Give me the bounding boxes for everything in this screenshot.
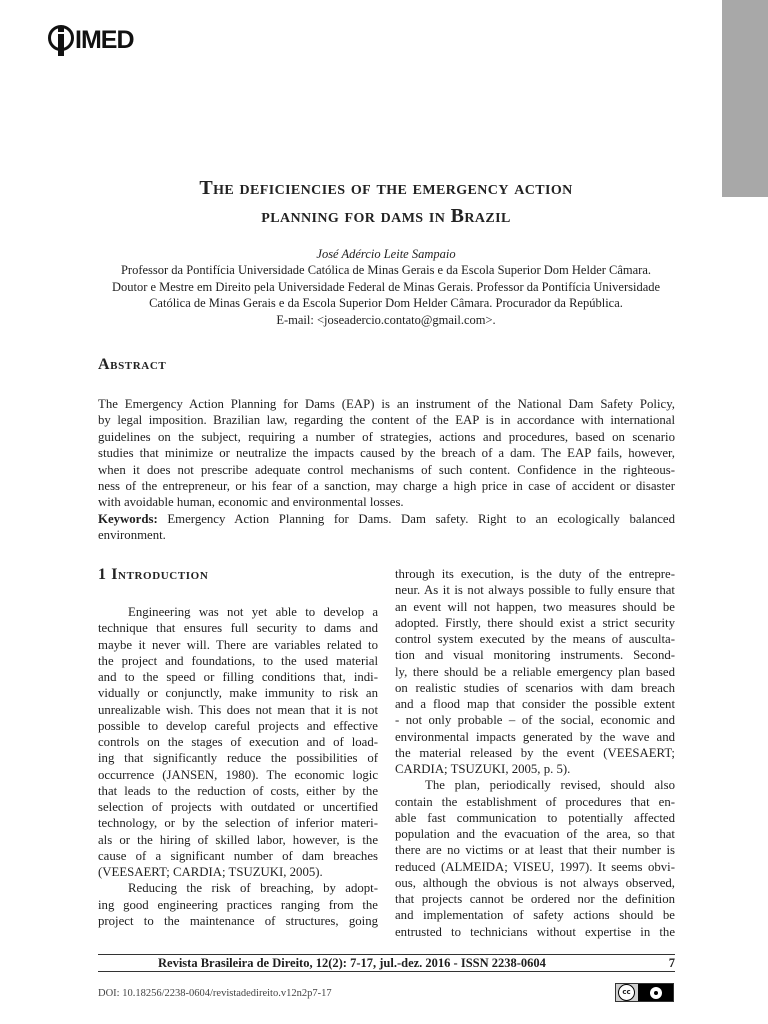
body-line: Engineering was not yet able to develop a (128, 605, 378, 619)
keywords-line-2: environment. (98, 528, 166, 543)
author-email: E-mail: <joseadercio.contato@gmail.com>. (276, 312, 496, 327)
abstract-line: ness of the entrepreneur, or his fear of a sanction, may charge a high price in case of accident or disaster (98, 479, 675, 494)
body-line: and implementation of safety actions should be (395, 908, 675, 923)
body-line: The plan, periodically revised, should also (425, 778, 675, 793)
body-line: tion and visual monitoring instruments. Second- (395, 648, 675, 663)
body-line: possible to develop careful projects and effective (98, 718, 378, 733)
body-line: technique that ensures full security to dams and (98, 621, 378, 636)
journal-citation: Revista Brasileira de Direito, 12(2): 7-17, jul.-dez. 2016 - ISSN 2238-0604 (158, 956, 546, 970)
body-line: adopted. Firstly, there should exist a strict security (395, 615, 675, 630)
body-line: contain the establishment of procedures that en- (395, 794, 675, 809)
body-line: ous, although the obvious is not always observed, (395, 875, 675, 890)
body-line: there are no victims or at least that their number is (395, 843, 675, 858)
body-line: cause of a significant number of dam breaches (98, 848, 378, 863)
right-column (395, 566, 675, 940)
body-line: maybe it never will. There are variables related to (98, 637, 378, 652)
body-line: unrealizable wish. This does not mean that it is not (98, 702, 378, 717)
body-line: environmental impacts generated by the wave and (395, 729, 675, 744)
body-line: project to the maintenance of structures, going (98, 913, 378, 928)
author-name: José Adércio Leite Sampaio (316, 247, 456, 261)
introduction-heading: 1 Introduction (98, 566, 209, 583)
body-line: the project and foundations, to the used material (98, 653, 378, 668)
cc-by-panel (638, 984, 673, 1001)
abstract-body (98, 396, 675, 544)
body-line: and a flood map that consider the possible extent (395, 697, 675, 711)
body-line: and to the speed or filling conditions that, indi- (98, 670, 378, 684)
page-number: 7 (668, 956, 675, 970)
body-line: control system executed by the means of ausculta- (395, 632, 675, 646)
body-line: selection of projects with outdated or uncertified (98, 800, 378, 814)
body-line: the material released by the event (VEESAERT; (395, 745, 675, 760)
body-line: occurrence (JANSEN, 1980). The economic logic (98, 767, 378, 782)
body-line: neur. As it is not always possible to fully ensure that (395, 583, 675, 598)
body-line: (VEESAERT; CARDIA; TSUZUKI, 2005). (98, 865, 323, 879)
body-line: able fast communication to potentially affected (395, 810, 675, 825)
body-line: als or the hiring of skilled labor, however, is the (98, 832, 378, 847)
body-line: technology, or by the selection of inferior materi- (98, 816, 378, 831)
keywords-text: Emergency Action Planning for Dams. Dam safety. Right to an ecologically balanced (157, 511, 675, 526)
body-line: that projects cannot be ordered nor the definition (395, 892, 675, 906)
imed-logo-icon (48, 23, 74, 57)
title-line-2: planning for dams in Brazil (261, 205, 511, 227)
imed-logo (48, 22, 134, 58)
abstract-line: with avoidable human, economic and environmental losses. (98, 495, 404, 510)
body-line: that leads to the reduction of costs, either by the (98, 783, 378, 798)
doi-link[interactable]: DOI: 10.18256/2238-0604/revistadedireito.v12n2p7-17 (98, 988, 332, 999)
abstract-line: studies that minimize or neutralize the impacts caused by the breach of a dam. The EAP fails, however, (98, 446, 675, 461)
body-line: CARDIA; TSUZUKI, 2005, p. 5). (395, 762, 571, 776)
body-line: reduced (ALMEIDA; VISEU, 1997). It seems obvi- (395, 859, 675, 874)
footer-rule-bottom (98, 971, 675, 972)
body-line: Reducing the risk of breaching, by adopt- (128, 881, 378, 896)
abstract-heading: Abstract (98, 356, 167, 373)
body-line: population and the evacuation of the area, so that (395, 827, 675, 841)
body-line: controls on the stages of execution and of load- (98, 735, 378, 749)
left-column (98, 604, 378, 929)
body-line: ly, there should be a reliable emergency plan based (395, 664, 675, 679)
body-line: vidually or conjunctly, make immunity to risk an (98, 686, 378, 701)
body-line: through its execution, is the duty of the entrepre- (395, 567, 675, 581)
abstract-line: when it does not prescribe adequate control mechanisms of such content. Confidence in the righteous- (98, 462, 675, 477)
side-tab-marker (722, 0, 768, 197)
keywords-label: Keywords: (98, 511, 158, 526)
logo-text: IMED (75, 25, 134, 54)
abstract-line: guidelines on the subject, requiring a number of strategies, actions and procedures, based on scenario (98, 429, 675, 444)
abstract-line: The Emergency Action Planning for Dams (EAP) is an instrument of the National Dam Safety Policy, (98, 397, 675, 411)
abstract-line: by legal imposition. Brazilian law, regarding the content of the EAP is in accordance with international (98, 413, 675, 428)
creative-commons-by-icon[interactable] (615, 983, 674, 1002)
body-line: entrusted to technicians without expertise in the (395, 924, 675, 939)
author-affiliation (98, 262, 674, 328)
article-title (98, 174, 674, 230)
keywords-line (98, 511, 675, 527)
footer-rule-top (98, 954, 675, 955)
body-line: an event will not happen, two measures should be (395, 599, 675, 614)
cc-circle-icon: cc (618, 984, 635, 1001)
attribution-person-icon (650, 987, 662, 999)
body-line: ing good engineering practices ranging from the (98, 897, 378, 912)
affiliation-line: Doutor e Mestre em Direito pela Universidade Federal de Minas Gerais. Professor da Pontifícia Universidade (111, 279, 661, 294)
body-line: on realistic studies of scenarios with dam breach (395, 680, 675, 695)
affiliation-line: Católica de Minas Gerais e da Escola Superior Dom Helder Câmara. Procurador da República. (149, 296, 623, 311)
affiliation-line: Professor da Pontifícia Universidade Católica de Minas Gerais e da Escola Superior Dom Helder Câmara. (120, 263, 652, 277)
title-line-1: The deficiencies of the emergency action (199, 177, 573, 199)
body-line: ing that significantly reduce the possibilities of (98, 751, 378, 766)
body-line: - not only probable – of the social, economic and (395, 713, 675, 728)
